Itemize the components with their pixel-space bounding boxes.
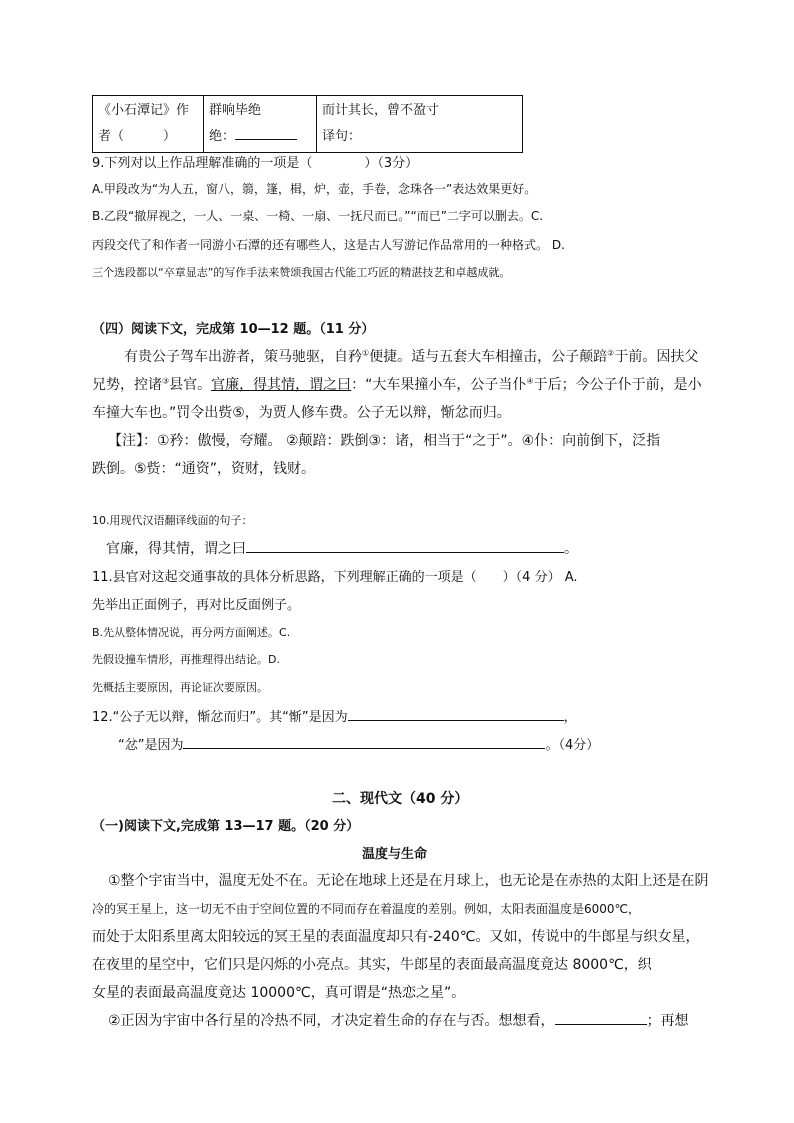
part2-subheading: （一)阅读下文,完成第 13—17 题。（20 分）	[92, 819, 360, 834]
article-line-5: 女星的表面最高温度竟达 10000℃，真可谓是“热恋之星”。	[92, 985, 466, 1001]
notes-line-2: 跌倒。⑤赀：“通资”，资财，钱财。	[92, 461, 316, 477]
q11-option-c: 先假设撞车情形，再推理得出结论。D.	[92, 653, 280, 666]
q9-option-c: 丙段交代了和作者一同游小石潭的还有哪些人，这是古人写游记作品常用的一种格式。 D.	[92, 238, 565, 252]
passage-line-1: 有贵公子驾车出游者，策马驰驱，自矜①便捷。适与五套大车相撞击，公子颠踣②于前。因扶父	[124, 348, 699, 365]
info-table	[92, 95, 523, 153]
translate-cell	[317, 96, 523, 153]
notes-line-1: 【注】：①矜：傲慢，夸耀。 ②颠踣：跌倒③：诸，相当于“之于”。④仆：向前倒下，泛指	[108, 433, 661, 449]
translate-label: 译句：	[322, 129, 362, 144]
q10-answer-line[interactable]	[246, 538, 564, 553]
q10-stem: 10.用现代汉语翻译线面的句子：	[92, 514, 253, 527]
q11-option-b: B.先从整体情况说，再分两方面阐述。C.	[92, 626, 291, 639]
author-label: 《小石潭记》作	[98, 103, 190, 118]
article-line-6: ②正因为宇宙中各行星的冷热不同，才决定着生命的存在与否。想想看， ；再想	[108, 1010, 689, 1030]
article-line-1: ①整个宇宙当中，温度无处不在。无论在地球上还是在月球上，也无论是在赤热的太阳上还是在阴	[108, 873, 709, 889]
word-cell	[204, 96, 317, 153]
part2-heading: 二、现代文（40 分）	[332, 791, 469, 807]
article-title: 温度与生命	[362, 847, 428, 862]
q9-option-a: A.甲段改为“为人五，窗八，篛，篷，楫，炉，壶，手卷，念珠各一”表达效果更好。	[92, 182, 537, 196]
article-line-3: 而处于太阳系里离太阳较远的冥王星的表面温度却只有-240℃。又如，传说中的牛郎星与织女星，	[92, 929, 700, 945]
q12-answer-line-1[interactable]	[348, 706, 564, 721]
word-answer-line[interactable]	[235, 125, 297, 140]
passage-line-3: 车撞大车也。”罚令出赀⑤，为贾人修车费。公子无以辩，惭忿而归。	[92, 405, 511, 421]
author-cell	[93, 96, 204, 153]
passage-line-2: 兄势，控诸③县官。官廉，得其情，谓之曰：“大车果撞小车，公子当仆④于后；今公子仆于前，是小	[92, 376, 702, 393]
underlined-sentence: 官廉，得其情，谓之曰	[211, 377, 352, 393]
section4-heading: （四）阅读下文，完成第 10—12 题。（11 分）	[92, 322, 375, 337]
translate-phrase: 而计其长，曾不盈寸	[322, 103, 440, 118]
author-blank: 者（ ）	[98, 129, 177, 144]
article-line-4: 在夜里的星空中，它们只是闪烁的小亮点。其实，牛郎星的表面最高温度竟达 8000℃，织	[92, 957, 652, 973]
q11-stem: 11.县官对这起交通事故的具体分析思路，下列理解正确的一项是（ ）（4 分） A.	[92, 570, 578, 585]
word-label: 绝：	[209, 129, 236, 144]
q12-line-2: “忿”是因为 。（4分）	[118, 734, 599, 753]
q9-option-b: B.乙段“撤屏视之，一人、一桌、一椅、一扇、一抚尺而已。”“而已”二字可以删去。C.	[92, 209, 544, 223]
q9-option-d: 三个选段都以“卒章显志”的写作手法来赞颂我国古代能工巧匠的精湛技艺和卓越成就。	[92, 266, 511, 279]
q9-stem: 9.下列对以上作品理解准确的一项是（ ）（3分）	[92, 156, 419, 171]
article-answer-line[interactable]	[555, 1010, 647, 1025]
q11-option-d: 先概括主要原因，再论证次要原因。	[92, 681, 268, 694]
word-phrase: 群响毕绝	[209, 103, 262, 118]
q12-line-1: 12.“公子无以辩，惭忿而归”。其“惭”是因为 ，	[92, 706, 577, 725]
q12-answer-line-2[interactable]	[183, 734, 545, 749]
article-line-2: 冷的冥王星上，这一切无不由于空间位置的不同而存在着温度的差别。例如，太阳表面温度是6000℃，	[92, 902, 641, 916]
q10-answer-row: 官廉，得其情，谓之曰 。	[106, 538, 578, 558]
q11-option-a: 先举出正面例子，再对比反面例子。	[92, 598, 301, 613]
